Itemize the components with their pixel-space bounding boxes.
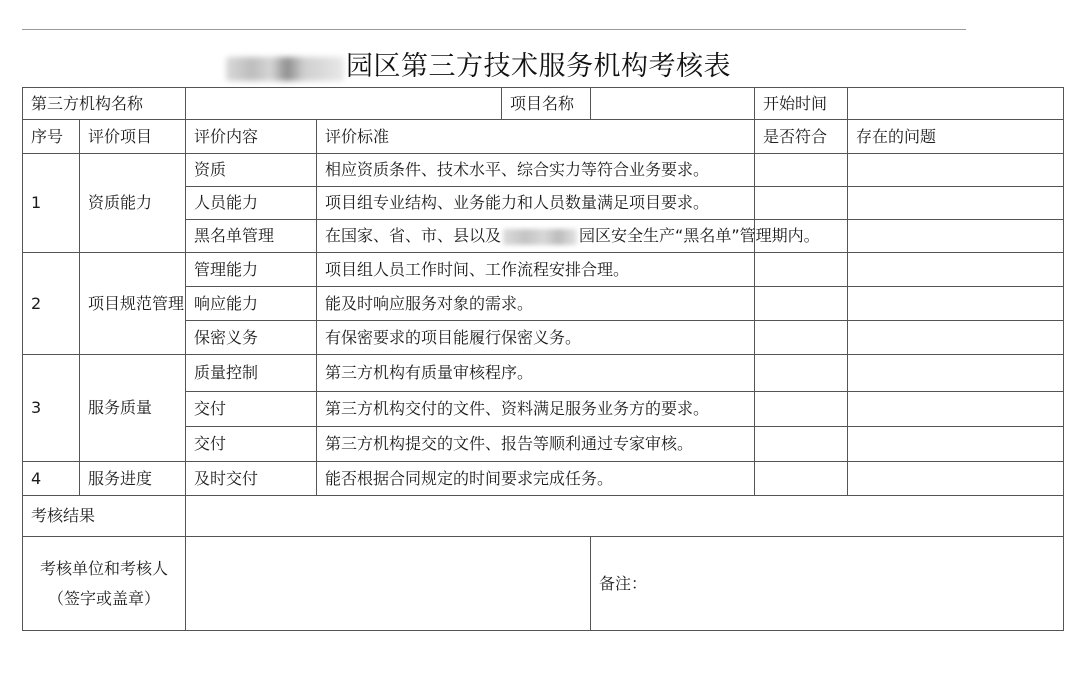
redacted-park-name <box>226 57 344 81</box>
col-header-seq: 序号 <box>23 120 80 154</box>
standard-cell: 第三方机构交付的文件、资料满足服务业务方的要求。 <box>317 392 755 427</box>
issues-cell[interactable] <box>848 287 1064 321</box>
table-row <box>23 154 1064 187</box>
project-name-field[interactable] <box>591 88 755 120</box>
seq-cell: 1 <box>23 154 80 253</box>
content-cell: 管理能力 <box>186 253 317 287</box>
compliant-cell[interactable] <box>755 392 848 427</box>
org-name-label: 第三方机构名称 <box>23 88 186 120</box>
item-cell: 服务质量 <box>80 355 186 462</box>
standard-cell: 能否根据合同规定的时间要求完成任务。 <box>317 462 755 496</box>
signer-label-line2: （签字或盖章） <box>48 588 161 608</box>
seq-cell: 2 <box>23 253 80 355</box>
issues-cell[interactable] <box>848 154 1064 187</box>
issues-cell[interactable] <box>848 187 1064 220</box>
standard-cell: 第三方机构有质量审核程序。 <box>317 355 755 392</box>
item-cell: 项目规范管理 <box>80 253 186 355</box>
issues-cell[interactable] <box>848 355 1064 392</box>
standard-cell: 能及时响应服务对象的需求。 <box>317 287 755 321</box>
compliant-cell[interactable] <box>755 462 848 496</box>
standard-cell: 第三方机构提交的文件、报告等顺利通过专家审核。 <box>317 427 755 462</box>
start-time-field[interactable] <box>848 88 1064 120</box>
compliant-cell[interactable] <box>755 427 848 462</box>
issues-cell[interactable] <box>848 321 1064 355</box>
content-cell: 保密义务 <box>186 321 317 355</box>
signer-label <box>23 537 186 631</box>
compliant-cell[interactable] <box>755 355 848 392</box>
redacted-city-name <box>503 229 577 245</box>
seq-cell: 4 <box>23 462 80 496</box>
result-label: 考核结果 <box>23 496 186 537</box>
table-row <box>23 253 1064 287</box>
assessment-table <box>22 87 1064 631</box>
top-rule <box>22 29 966 30</box>
standard-cell: 相应资质条件、技术水平、综合实力等符合业务要求。 <box>317 154 755 187</box>
col-header-compliant: 是否符合 <box>755 120 848 154</box>
col-header-standard: 评价标准 <box>317 120 755 154</box>
issues-cell[interactable] <box>848 220 1064 253</box>
content-cell: 质量控制 <box>186 355 317 392</box>
remarks-cell[interactable] <box>591 537 1064 631</box>
start-time-label: 开始时间 <box>755 88 848 120</box>
result-field[interactable] <box>186 496 1064 537</box>
page-title: 园区第三方技术服务机构考核表 <box>346 51 731 82</box>
standard-cell: 有保密要求的项目能履行保密义务。 <box>317 321 755 355</box>
info-row <box>23 88 1064 120</box>
title-bar <box>0 48 1080 88</box>
col-header-item: 评价项目 <box>80 120 186 154</box>
content-cell: 响应能力 <box>186 287 317 321</box>
org-name-field[interactable] <box>186 88 502 120</box>
signer-field[interactable] <box>186 537 591 631</box>
compliant-cell[interactable] <box>755 154 848 187</box>
standard-text-part: 在国家、省、市、县以及 <box>325 226 502 245</box>
content-cell: 交付 <box>186 392 317 427</box>
table-row <box>23 462 1064 496</box>
result-row <box>23 496 1064 537</box>
compliant-cell[interactable] <box>755 187 848 220</box>
signer-row <box>23 537 1064 631</box>
content-cell: 人员能力 <box>186 187 317 220</box>
compliant-cell[interactable] <box>755 253 848 287</box>
compliant-cell[interactable] <box>755 321 848 355</box>
col-header-content: 评价内容 <box>186 120 317 154</box>
issues-cell[interactable] <box>848 462 1064 496</box>
content-cell: 及时交付 <box>186 462 317 496</box>
content-cell: 黑名单管理 <box>186 220 317 253</box>
compliant-cell[interactable] <box>755 287 848 321</box>
issues-cell[interactable] <box>848 253 1064 287</box>
standard-cell: 项目组人员工作时间、工作流程安排合理。 <box>317 253 755 287</box>
standard-cell: 项目组专业结构、业务能力和人员数量满足项目要求。 <box>317 187 755 220</box>
standard-cell <box>317 220 820 253</box>
item-cell: 资质能力 <box>80 154 186 253</box>
issues-cell[interactable] <box>848 427 1064 462</box>
table-row <box>23 355 1064 392</box>
seq-cell: 3 <box>23 355 80 462</box>
signer-label-line1: 考核单位和考核人 <box>40 558 169 578</box>
content-cell: 交付 <box>186 427 317 462</box>
content-cell: 资质 <box>186 154 317 187</box>
column-header-row <box>23 120 1064 154</box>
standard-text-part: 园区安全生产“黑名单”管理期内。 <box>579 226 820 245</box>
issues-cell[interactable] <box>848 392 1064 427</box>
item-cell: 服务进度 <box>80 462 186 496</box>
remarks-label: 备注： <box>599 573 648 593</box>
project-name-label: 项目名称 <box>502 88 591 120</box>
col-header-issues: 存在的问题 <box>848 120 1064 154</box>
